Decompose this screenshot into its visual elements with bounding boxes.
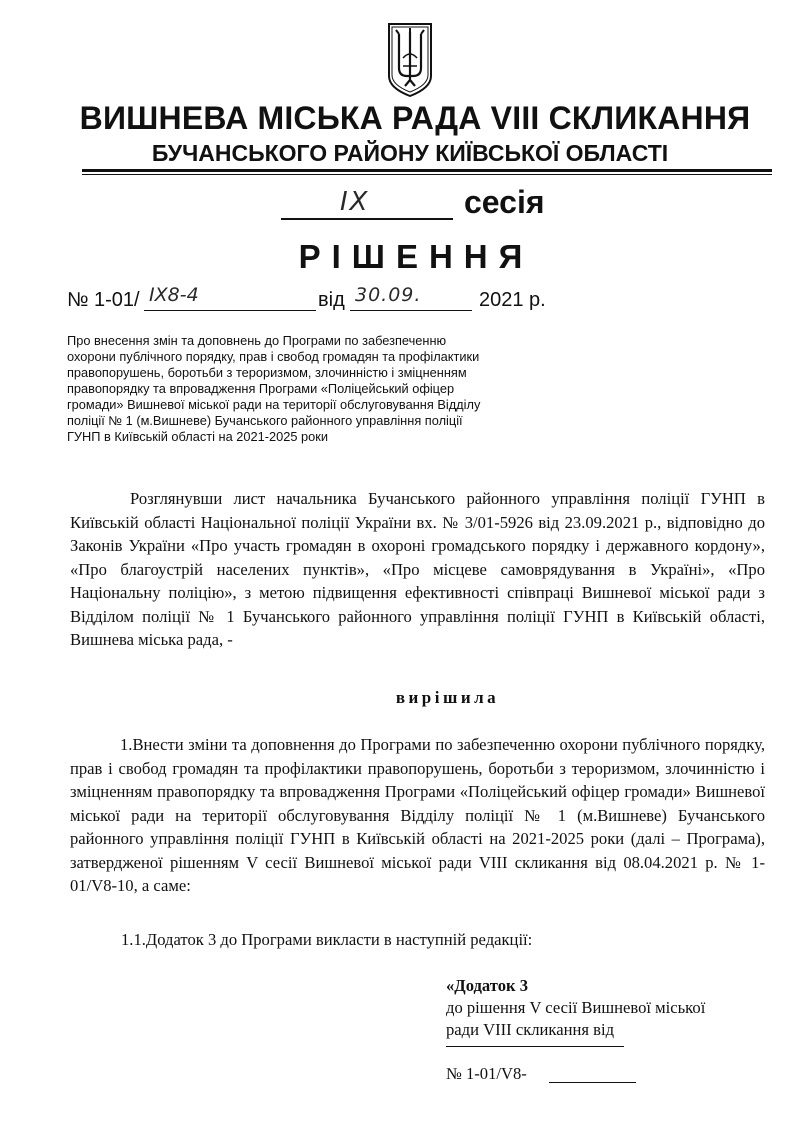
appendix-block	[446, 975, 766, 1041]
decision-number-row	[67, 289, 567, 315]
council-name: ВИШНЕВА МІСЬКА РАДА VIII СКЛИКАННЯ	[79, 100, 751, 136]
decision-number-prefix: № 1-01/	[67, 289, 140, 311]
decision-subject: Про внесення змін та доповнень до Програми по забезпеченню охорони публічного порядку, прав і свобод громадян та профілактики правопорушень, боротьби з тероризмом, злочинністю і зміцненням правопорядку та впровадження Програми «Поліцейський офіцер громади» Вишневої міської ради на території обслуговування Відділу поліції № 1 (м.Вишневе) Бучанського районного управління поліції ГУНП в Київській області на 2021-2025 роки	[67, 333, 481, 444]
coat-of-arms-icon	[385, 18, 435, 98]
session-label: сесія	[464, 184, 545, 220]
decision-title: РІШЕННЯ	[298, 238, 534, 275]
decision-number-line	[144, 310, 316, 311]
appendix-line-2: ради VIII скликання від	[446, 1020, 615, 1039]
decision-number-handwritten: IX8-4	[149, 284, 199, 306]
decision-date-handwritten: 30.09.	[355, 284, 422, 306]
appendix-number: № 1-01/V8-	[446, 1064, 527, 1083]
preamble-paragraph	[70, 487, 765, 652]
appendix-number-line	[549, 1082, 636, 1083]
decision-date-line	[350, 310, 472, 311]
clause-1-text: 1.Внести зміни та доповнення до Програми по забезпеченню охорони публічного порядку, прав і свобод громадян та профілактики правопорушень, боротьби з тероризмом, злочинністю і зміцненням правопорядку та впровадження Програми «Поліцейський офіцер громади» Вишневої міської ради на території обслуговування Відділу поліції № 1 (м.Вишневе) Бучанського районного управління поліції ГУНП в Київській області на 2021-2025 роки (далі – Програма), затвердженої рішенням V сесії Вишневої міської ради VIII скликання від 08.04.2021 р. № 1-01/V8-10, а саме:	[70, 735, 765, 895]
appendix-title: «Додаток 3	[446, 976, 529, 995]
clause-1-paragraph	[70, 733, 765, 898]
council-district: БУЧАНСЬКОГО РАЙОНУ КИЇВСЬКОЇ ОБЛАСТІ	[151, 140, 669, 166]
header-divider	[82, 169, 772, 172]
clause-1-1: 1.1.Додаток 3 до Програми викласти в наступній редакції:	[121, 930, 533, 949]
appendix-date-line	[446, 1046, 624, 1047]
preamble-text: Розглянувши лист начальника Бучанського районного управління поліції ГУНП в Київській області Національної поліції України вх. № 3/01-5926 від 23.09.2021 р., відповідно до Законів України «Про участь громадян в охороні громадського порядку і державного кордону», «Про благоустрій населених пунктів», «Про місцеве самоврядування в Україні», «Про Національну поліцію», з метою підвищення ефективності співпраці Вишневої міської ради з Відділом поліції № 1 Бучанського районного управління поліції ГУНП в Київській області, Вишнева міська рада, -	[70, 489, 765, 649]
header-divider-thin	[82, 174, 772, 175]
date-prefix: від	[318, 289, 345, 311]
decision-year: 2021 р.	[479, 289, 546, 311]
resolved-heading: вирішила	[395, 688, 500, 707]
session-number-handwritten: IX	[340, 187, 370, 217]
appendix-line-1: до рішення V сесії Вишневої міської	[446, 998, 706, 1017]
